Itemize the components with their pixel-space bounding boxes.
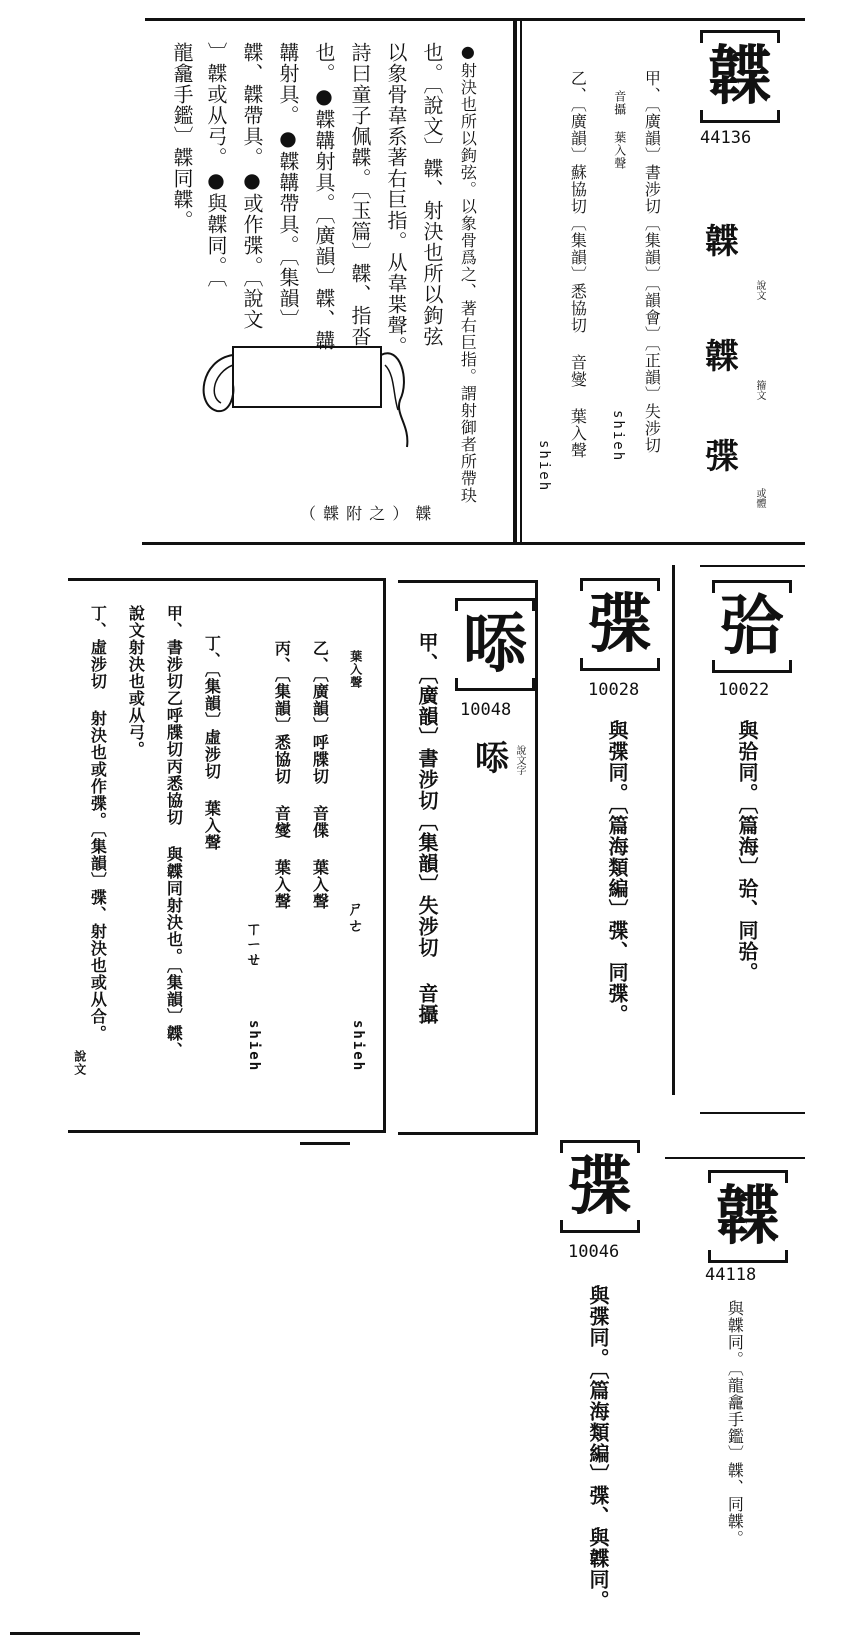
def-44136-line-4: 詩曰童子佩韘。〔玉篇〕韘、指沓 — [348, 42, 372, 347]
def-44118: 與韘同。〔龍龕手鑑〕韘、同韘。 — [725, 1300, 745, 1547]
headword-44118: 韘 — [708, 1170, 788, 1263]
rule-44118 — [665, 1157, 805, 1159]
reading-10048-bing: 丙、〔集韻〕悉協切 音燮 葉入聲 — [272, 640, 292, 910]
archer-ring-illustration — [195, 325, 425, 455]
bopomofo-10048-2: ㄒㄧㄝ — [243, 920, 263, 968]
reading-10048-ding: 丁、〔集韻〕虛涉切 葉入聲 — [202, 635, 222, 851]
def-44136-line-9: 龍龕手鑑〕韘同韘。 — [170, 42, 194, 231]
def-44136-line-5: 也。●韘韝射具。〔廣韻〕韘、韝 — [312, 42, 336, 351]
headword-10028: 弽 — [580, 578, 660, 671]
reading-yi-roman: shieh — [536, 440, 552, 493]
bopomofo-10048-1: ㄕㄜ — [345, 900, 365, 934]
code-10048: 10048 — [460, 700, 512, 720]
mid-rule — [142, 542, 805, 545]
def-10046: 與弽同。〔篇海類編〕弽、與韘同。 — [586, 1285, 610, 1611]
column-divider — [513, 20, 517, 545]
right-rule-10028 — [672, 565, 675, 1095]
def-10022: 與㢵同。〔篇海〕㢵、同㢵。 — [735, 720, 759, 983]
rule-10022 — [700, 565, 805, 567]
edge-note-10048: 說文 — [72, 1050, 87, 1076]
headword-10048: 㖭 — [455, 598, 535, 691]
code-10046: 10046 — [568, 1242, 620, 1262]
headword-10046: 弽 — [560, 1140, 640, 1233]
reading-yi: 乙、〔廣韻〕蘇協切〔集韻〕悉協切 音燮 葉入聲 — [568, 70, 588, 459]
seal-form-3: 弽 — [705, 437, 739, 477]
entry-box-10048-left — [68, 578, 386, 1133]
reading-jia: 甲、〔廣韻〕書涉切〔集韻〕〔韻會〕〔正韻〕失涉切 — [642, 70, 662, 454]
code-44136: 44136 — [700, 128, 752, 148]
headword-44136: 韘 — [700, 30, 780, 123]
def-44136-line-2: 也。〔說文〕韘、射決也所以鉤弦 — [420, 42, 444, 347]
column-divider-inner — [520, 20, 522, 545]
roman-10048-1: shieh — [350, 1020, 366, 1073]
code-10022: 10022 — [718, 680, 770, 700]
seal-form-2: 韘 — [705, 337, 739, 377]
bottom-left-rule — [10, 1632, 140, 1635]
reading-10048-tone: 葉入聲 — [348, 650, 363, 689]
def-44136-line-8: 〕韘或从弓。●與韘同。〔 — [204, 42, 228, 288]
def-44136-line-1: ●射決也所以鉤弦。以象骨爲之、著右巨指。謂射御者所帶玦 — [458, 42, 478, 504]
seal-note-10048: 說文字 — [514, 745, 525, 775]
def-10048-line-1: 甲、書涉切乙呼牒切丙悉協切 與韘同射決也。〔集韻〕韘、 — [164, 605, 184, 1059]
code-10028: 10028 — [588, 680, 640, 700]
def-44136-line-6: 韝射具。●韘韝帶具。〔集韻〕 — [276, 42, 300, 330]
rule-10022-bottom — [700, 1112, 805, 1114]
def-10048-line-2: 說文射決也或从弓。 — [126, 605, 146, 758]
top-rule — [145, 18, 805, 21]
roman-10048-2: shieh — [246, 1020, 262, 1073]
reading-jia-roman: shieh — [610, 410, 626, 463]
seal-form-10048: 㖭 — [475, 739, 509, 779]
reading-jia-sound: 音攝 葉入聲 — [612, 90, 627, 170]
figure-caption: （ 韘 附 之 ） 韘 — [300, 504, 433, 523]
seal-form-1: 韘 — [705, 222, 739, 262]
def-10048-line-3: 丁、虛涉切 射決也或作弽。〔集韻〕弽、射決也或从合。 — [88, 605, 108, 1042]
reading-10048-jia: 甲、〔廣韻〕書涉切〔集韻〕失涉切 音攝 — [415, 632, 439, 1025]
seal-note-1: 說文 — [754, 280, 765, 300]
seal-note-3: 或體 — [754, 488, 765, 508]
seal-note-2: 籀文 — [754, 380, 765, 400]
headword-10022: 㢵 — [712, 580, 792, 673]
def-44136-line-3: 以象骨韋系著右巨指。从韋枼聲。 — [384, 42, 408, 357]
def-44136-line-7: 韘、韘帶具。●或作弽。〔說文 — [240, 42, 264, 330]
code-44118: 44118 — [705, 1265, 757, 1285]
reading-10048-yi: 乙、〔廣韻〕呼牒切 音偞 葉入聲 — [310, 640, 330, 910]
page-number-mark — [300, 1142, 350, 1145]
def-10028: 與弽同。〔篇海類編〕弽、同弽。 — [605, 720, 629, 1025]
